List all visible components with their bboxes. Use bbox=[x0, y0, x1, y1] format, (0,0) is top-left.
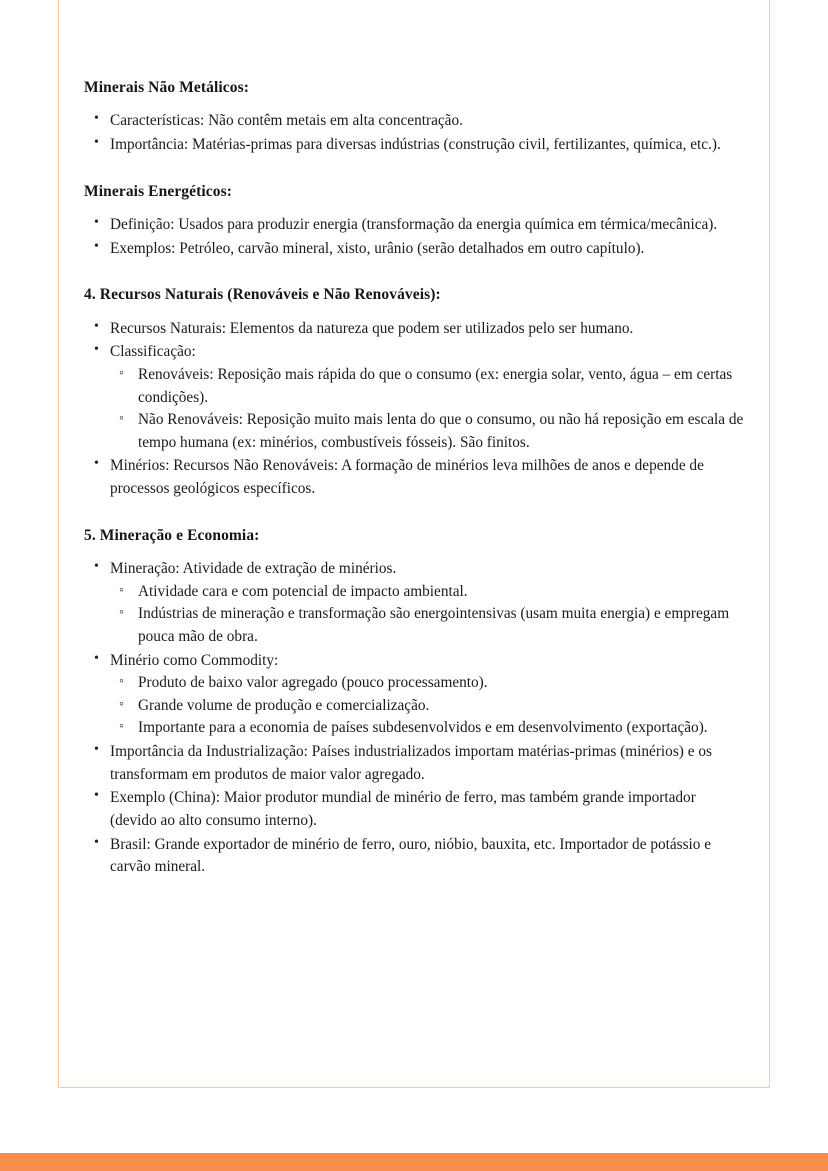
document-section bbox=[84, 285, 744, 500]
sub-list-item: ◦ Indústrias de mineração e transformação são energointensivas (usam muita energia) e empregam pouca mão de obra. bbox=[110, 603, 744, 648]
footer-accent-bar bbox=[0, 1153, 828, 1171]
list-item-text: Recursos Naturais: Elementos da natureza que podem ser utilizados pelo ser humano. bbox=[110, 319, 634, 337]
section-heading: 5. Mineração e Economia: bbox=[84, 526, 260, 544]
bullet-list bbox=[84, 318, 744, 501]
list-item-text: Importância: Matérias-primas para diversas indústrias (construção civil, fertilizantes, química, etc.). bbox=[110, 136, 721, 153]
section-heading: Minerais Energéticos: bbox=[84, 182, 233, 200]
bullet-list bbox=[84, 558, 744, 879]
list-item bbox=[84, 110, 744, 133]
section-heading: 4. Recursos Naturais (Renováveis e Não Renováveis): bbox=[84, 286, 441, 304]
document-section bbox=[84, 182, 744, 261]
document-section bbox=[84, 78, 744, 157]
document-content bbox=[84, 78, 744, 902]
sub-list-item: ◦ Produto de baixo valor agregado (pouco processamento). bbox=[110, 672, 744, 695]
list-item bbox=[84, 650, 744, 741]
sub-list-item: ◦ Atividade cara e com potencial de impacto ambiental. bbox=[110, 581, 744, 604]
sub-bullet-list bbox=[110, 672, 744, 740]
list-item bbox=[84, 238, 744, 261]
list-item-text: Mineração: Atividade de extração de minérios. bbox=[110, 560, 397, 577]
sub-list-item: ◦ Não Renováveis: Reposição muito mais lenta do que o consumo, ou não há reposição em escala de tempo humana (ex: minérios, combustíveis fósseis). São finitos. bbox=[110, 409, 744, 454]
sub-bullet-list bbox=[110, 364, 744, 455]
list-item bbox=[84, 558, 744, 649]
list-item bbox=[84, 134, 744, 157]
sub-list-item: ◦ Renováveis: Reposição mais rápida do que o consumo (ex: energia solar, vento, água – em certas condições). bbox=[110, 364, 744, 409]
list-item bbox=[84, 455, 744, 500]
bullet-list bbox=[84, 214, 744, 260]
list-item-text: Definição: Usados para produzir energia (transformação da energia química em térmica/mecânica). bbox=[110, 216, 718, 233]
list-item-text: Exemplo (China): Maior produtor mundial de minério de ferro, mas também grande importador (devido ao alto consumo interno). bbox=[110, 789, 696, 829]
list-item-text: Características: Não contêm metais em alta concentração. bbox=[110, 112, 463, 130]
list-item-text: Minérios: Recursos Não Renováveis: A formação de minérios leva milhões de anos e depende de processos geológicos específicos. bbox=[110, 457, 704, 497]
list-item bbox=[84, 741, 744, 786]
list-item-text: Importância da Industrialização: Países industrializados importam matérias-primas (minérios) e os transformam em produtos de maior valor agregado. bbox=[110, 743, 712, 783]
list-item bbox=[84, 787, 744, 832]
list-item bbox=[84, 834, 744, 879]
list-item-text: Classificação: bbox=[110, 343, 196, 361]
sub-list-item: ◦ Importante para a economia de países subdesenvolvidos e em desenvolvimento (exportação). bbox=[110, 717, 744, 740]
sub-bullet-list bbox=[110, 581, 744, 649]
list-item-text: Minério como Commodity: bbox=[110, 651, 279, 669]
document-section bbox=[84, 526, 744, 879]
bullet-list bbox=[84, 110, 744, 156]
list-item bbox=[84, 318, 744, 341]
list-item-text: Exemplos: Petróleo, carvão mineral, xisto, urânio (serão detalhados em outro capítulo). bbox=[110, 239, 645, 257]
list-item-text: Brasil: Grande exportador de minério de ferro, ouro, nióbio, bauxita, etc. Importador de potássio e carvão mineral. bbox=[110, 835, 712, 876]
section-heading: Minerais Não Metálicos: bbox=[84, 79, 250, 96]
sub-list-item: ◦ Grande volume de produção e comercialização. bbox=[110, 695, 744, 718]
list-item bbox=[84, 341, 744, 454]
list-item bbox=[84, 214, 744, 237]
